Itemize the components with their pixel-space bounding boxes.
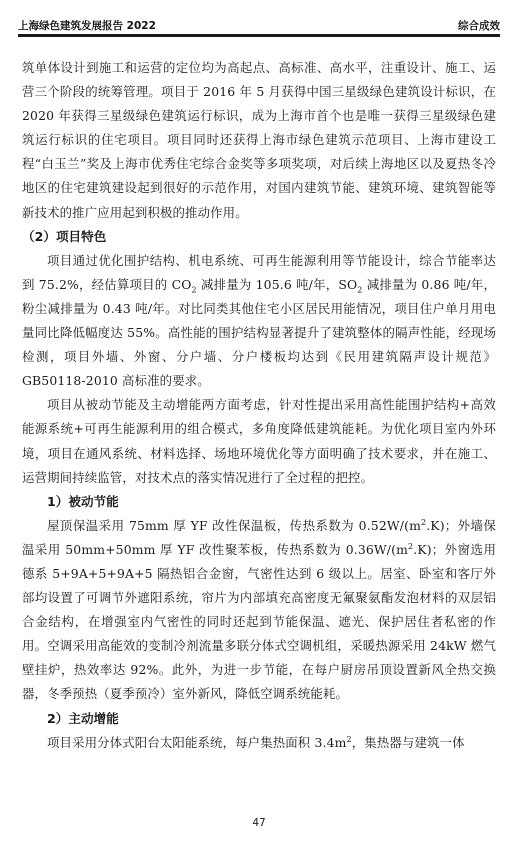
- paragraph-passive-details: [22, 514, 496, 707]
- text-run: ，集热器与建筑一体: [351, 734, 465, 750]
- paragraph-project-awards: 筑单体设计到施工和运营的定位均为高起点、高标准、高水平，注重设计、施工、运营三个阶段的统筹管理。项目于 2016 年 5 月获得中国三星级绿色建筑设计标识，在 2020 年获得三星级绿色建筑运行标识，成为上海市首个也是唯一获得三星级绿色建筑运行标识的住宅项目。项目同时还获得上海市绿色建筑示范项目、上海市建设工程“白玉兰”奖及上海市优秀住宅综合金奖等多项奖项，对后续上海地区以及夏热冬冷地区的住宅建筑建设起到很好的示范作用，对国内建筑节能、建筑环境、建筑智能等新技术的推广应用起到积极的推动作用。: [22, 60, 496, 220]
- page-number: 47: [252, 817, 266, 829]
- superscript-2: 2: [420, 517, 427, 527]
- paragraph-energy-savings: [22, 249, 496, 394]
- text-run: 项目通过优化围护结构、机电系统、可再生能源利用等节能设计，综合节能率达到 75.2%，经估算项目的 CO: [22, 252, 496, 292]
- header-rule: [18, 34, 500, 37]
- report-title: 上海绿色建筑发展报告 2022: [18, 20, 156, 32]
- section-name: 综合成效: [458, 20, 500, 32]
- subscript-2: 2: [357, 285, 363, 295]
- subscript-2: 2: [191, 285, 197, 295]
- heading-project-features: （2）项目特色: [22, 228, 107, 244]
- text-run: .K)；外窗选用德系 5+9A+5+9A+5 隔热铝合金窗，气密性达到 6 级以上。居室、卧室和客厅外部均设置了可调节外遮阳系统，帘片为内部填充高密度无氟聚氨酯发泡材料的双层铝合金结构，在增强室内气密性的同时还起到节能保温、遮光、保护居住者私密的作用。空调采用高能效的变制冷剂流量多联分体式空调机组，采暖热源采用 24kW 燃气壁挂炉，热效率达 92%。此外，为进一步节能，在每户厨房吊顶设置新风全热交换器，冬季预热（夏季预冷）室外新风，降低空调系统能耗。: [22, 541, 496, 702]
- superscript-2: 2: [408, 541, 414, 551]
- page-body: [22, 56, 496, 755]
- paragraph-design-approach: 项目从被动节能及主动增能两方面考虑，针对性提出采用高性能围护结构+高效能源系统+可再生能源利用的组合模式，多角度降低建筑能耗。为优化项目室内外环境，项目在通风系统、材料选择、场地环境优化等方面明确了技术要求，并在施工、运营期间持续监管，对技术点的落实情况进行了全过程的把控。: [22, 397, 496, 485]
- heading-active-energy-gain: 2）主动增能: [47, 710, 119, 726]
- text-run: 项目采用分体式阳台太阳能系统，每户集热面积 3.4m: [47, 734, 347, 750]
- text-run: 减排量为 0.86 吨/年，粉尘减排量为 0.43 吨/年。对比同类其他住宅小区居民用能情况，项目住户单月用电量同比降低幅度达 55%。高性能的围护结构显著提升了建筑整体的隔声性能，经现场检测，项目外墙、外窗、分户墙、分户楼板均达到《民用建筑隔声设计规范》GB50118-2010 高标准的要求。: [22, 276, 496, 389]
- text-run: .K)；外墙保温采用 50mm+50mm 厚 YF 改性聚苯板，传热系数为 0.36W/(m: [22, 517, 496, 557]
- running-header: [18, 18, 500, 34]
- superscript-2: 2: [346, 734, 352, 744]
- text-run: 减排量为 105.6 吨/年，SO: [196, 276, 358, 292]
- text-run: 屋顶保温采用 75mm 厚 YF 改性保温板，传热系数为 0.52W/(m: [47, 517, 421, 533]
- heading-passive-energy-saving: 1）被动节能: [47, 493, 119, 509]
- paragraph-solar-system: [22, 731, 496, 755]
